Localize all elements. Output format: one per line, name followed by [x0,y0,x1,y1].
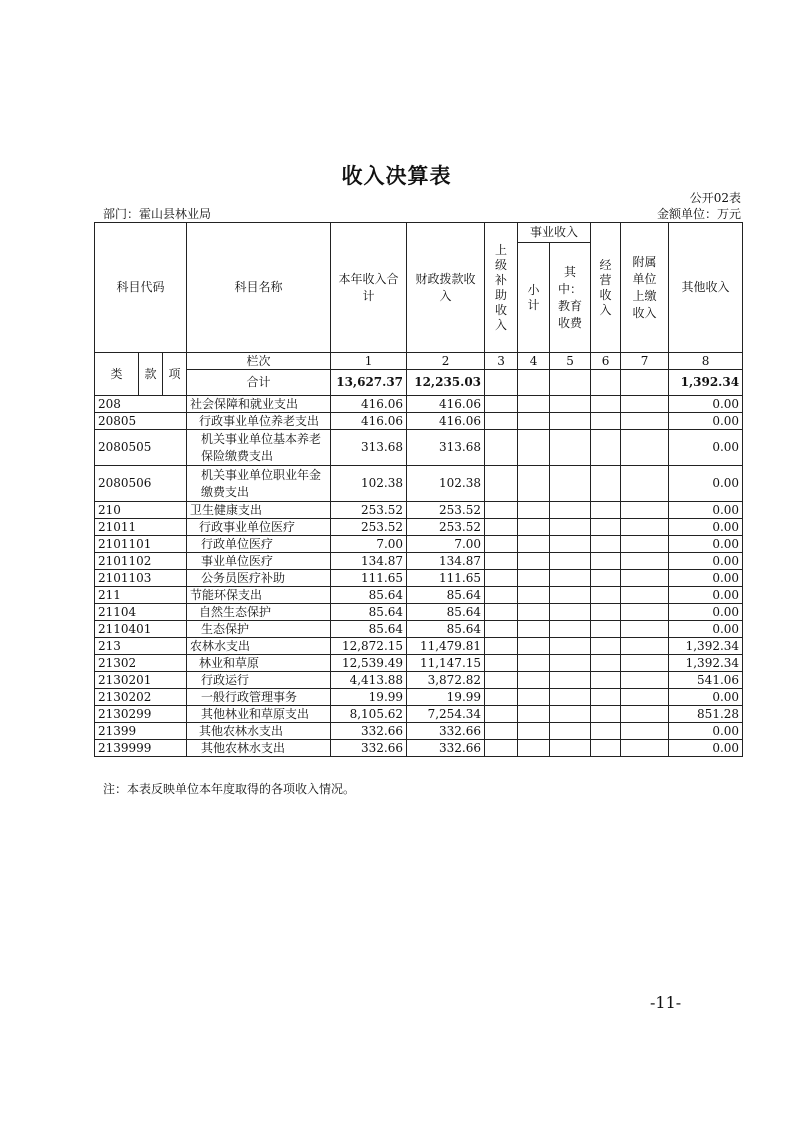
col-num: 2 [407,353,485,370]
row-code: 2101101 [95,536,187,553]
table-row [95,570,743,587]
row-code: 21399 [95,723,187,740]
row-total: 416.06 [331,413,407,430]
row-code: 21302 [95,655,187,672]
row-other: 0.00 [669,621,743,638]
row-name: 一般行政管理事务 [187,689,331,706]
row-name: 林业和草原 [187,655,331,672]
row-name: 行政事业单位医疗 [187,519,331,536]
table-row [95,396,743,413]
form-code: 公开02表 [689,191,741,205]
header-lanci: 栏次 [187,353,331,370]
row-code: 213 [95,638,187,655]
header-code: 科目代码 [95,223,187,353]
header-total: 本年收入合计 [331,223,407,353]
row-fiscal: 11,147.15 [407,655,485,672]
row-name: 行政运行 [187,672,331,689]
row-name: 社会保障和就业支出 [187,396,331,413]
col-num: 8 [669,353,743,370]
department-label: 部门：霍山县林业局 [103,207,212,221]
header-superior: 上级补助收入 [485,223,518,353]
row-name: 生态保护 [187,621,331,638]
col-num: 3 [485,353,518,370]
table-row [95,672,743,689]
header-fiscal: 财政拨款收入 [407,223,485,353]
row-code: 2130201 [95,672,187,689]
total-label: 合计 [187,370,331,396]
row-total: 134.87 [331,553,407,570]
row-fiscal: 253.52 [407,519,485,536]
row-other: 0.00 [669,466,743,502]
row-other: 0.00 [669,519,743,536]
table-row [95,587,743,604]
row-name: 行政事业单位养老支出 [187,413,331,430]
table-row [95,502,743,519]
table-row [95,638,743,655]
row-total: 102.38 [331,466,407,502]
col-num: 6 [591,353,621,370]
header-business: 事业收入 [518,223,591,243]
col-num: 5 [550,353,591,370]
row-total: 253.52 [331,502,407,519]
row-name: 其他林业和草原支出 [187,706,331,723]
row-code: 2101103 [95,570,187,587]
row-name: 事业单位医疗 [187,553,331,570]
table-row [95,536,743,553]
row-fiscal: 19.99 [407,689,485,706]
table-row [95,413,743,430]
row-name: 卫生健康支出 [187,502,331,519]
page-number: -11- [650,993,682,1012]
row-fiscal: 85.64 [407,604,485,621]
page-title: 收入决算表 [341,163,452,188]
total-fiscal: 12,235.03 [407,370,485,396]
row-other: 0.00 [669,396,743,413]
table-row [95,621,743,638]
row-code: 208 [95,396,187,413]
table-row [95,430,743,466]
income-table [94,222,743,757]
header-subtotal: 小计 [518,243,550,353]
header-other: 其他收入 [669,223,743,353]
row-total: 111.65 [331,570,407,587]
table-row [95,706,743,723]
header-operating: 经营收入 [591,223,621,353]
row-other: 0.00 [669,587,743,604]
row-other: 0.00 [669,604,743,621]
row-fiscal: 134.87 [407,553,485,570]
row-name: 行政单位医疗 [187,536,331,553]
row-name: 其他农林水支出 [187,723,331,740]
row-fiscal: 7,254.34 [407,706,485,723]
row-name: 公务员医疗补助 [187,570,331,587]
row-other: 0.00 [669,740,743,757]
row-fiscal: 332.66 [407,723,485,740]
header-kuan: 款 [139,353,163,396]
row-name: 节能环保支出 [187,587,331,604]
row-other: 0.00 [669,570,743,587]
unit-label: 金额单位：万元 [656,207,741,221]
col-num: 7 [621,353,669,370]
table-note: 注：本表反映单位本年度取得的各项收入情况。 [103,782,356,796]
row-other: 0.00 [669,413,743,430]
row-name: 机关事业单位基本养老保险缴费支出 [187,430,331,466]
row-fiscal: 332.66 [407,740,485,757]
row-other: 851.28 [669,706,743,723]
total-other: 1,392.34 [669,370,743,396]
row-code: 2130202 [95,689,187,706]
header-name: 科目名称 [187,223,331,353]
header-affiliated: 附属单位上缴收入 [621,223,669,353]
row-other: 0.00 [669,689,743,706]
row-fiscal: 111.65 [407,570,485,587]
row-total: 416.06 [331,396,407,413]
row-total: 332.66 [331,740,407,757]
row-other: 541.06 [669,672,743,689]
row-code: 2139999 [95,740,187,757]
row-total: 253.52 [331,519,407,536]
row-total: 85.64 [331,604,407,621]
row-fiscal: 11,479.81 [407,638,485,655]
row-fiscal: 102.38 [407,466,485,502]
row-total: 19.99 [331,689,407,706]
row-name: 其他农林水支出 [187,740,331,757]
table-row [95,723,743,740]
row-fiscal: 85.64 [407,621,485,638]
row-code: 2110401 [95,621,187,638]
total-amount: 13,627.37 [331,370,407,396]
header-lei: 类 [95,353,139,396]
row-other: 1,392.34 [669,638,743,655]
row-fiscal: 416.06 [407,413,485,430]
row-total: 12,539.49 [331,655,407,672]
row-total: 12,872.15 [331,638,407,655]
row-other: 1,392.34 [669,655,743,672]
row-fiscal: 85.64 [407,587,485,604]
row-fiscal: 253.52 [407,502,485,519]
row-code: 20805 [95,413,187,430]
row-total: 7.00 [331,536,407,553]
row-total: 8,105.62 [331,706,407,723]
row-code: 210 [95,502,187,519]
col-num: 4 [518,353,550,370]
row-fiscal: 3,872.82 [407,672,485,689]
table-row [95,519,743,536]
row-fiscal: 416.06 [407,396,485,413]
table-row [95,740,743,757]
row-total: 332.66 [331,723,407,740]
table-row [95,553,743,570]
table-row [95,655,743,672]
row-other: 0.00 [669,723,743,740]
table-row [95,604,743,621]
row-code: 211 [95,587,187,604]
row-total: 85.64 [331,587,407,604]
row-code: 2080506 [95,466,187,502]
header-xiang: 项 [163,353,187,396]
row-code: 2101102 [95,553,187,570]
table-row [95,689,743,706]
row-name: 自然生态保护 [187,604,331,621]
row-code: 2080505 [95,430,187,466]
col-num: 1 [331,353,407,370]
row-code: 21104 [95,604,187,621]
row-total: 4,413.88 [331,672,407,689]
row-name: 农林水支出 [187,638,331,655]
row-code: 21011 [95,519,187,536]
row-other: 0.00 [669,536,743,553]
row-total: 313.68 [331,430,407,466]
row-other: 0.00 [669,553,743,570]
row-fiscal: 313.68 [407,430,485,466]
table-row [95,466,743,502]
row-other: 0.00 [669,502,743,519]
row-total: 85.64 [331,621,407,638]
row-fiscal: 7.00 [407,536,485,553]
row-name: 机关事业单位职业年金缴费支出 [187,466,331,502]
row-other: 0.00 [669,430,743,466]
row-code: 2130299 [95,706,187,723]
header-education: 其中：教育收费 [550,243,591,353]
